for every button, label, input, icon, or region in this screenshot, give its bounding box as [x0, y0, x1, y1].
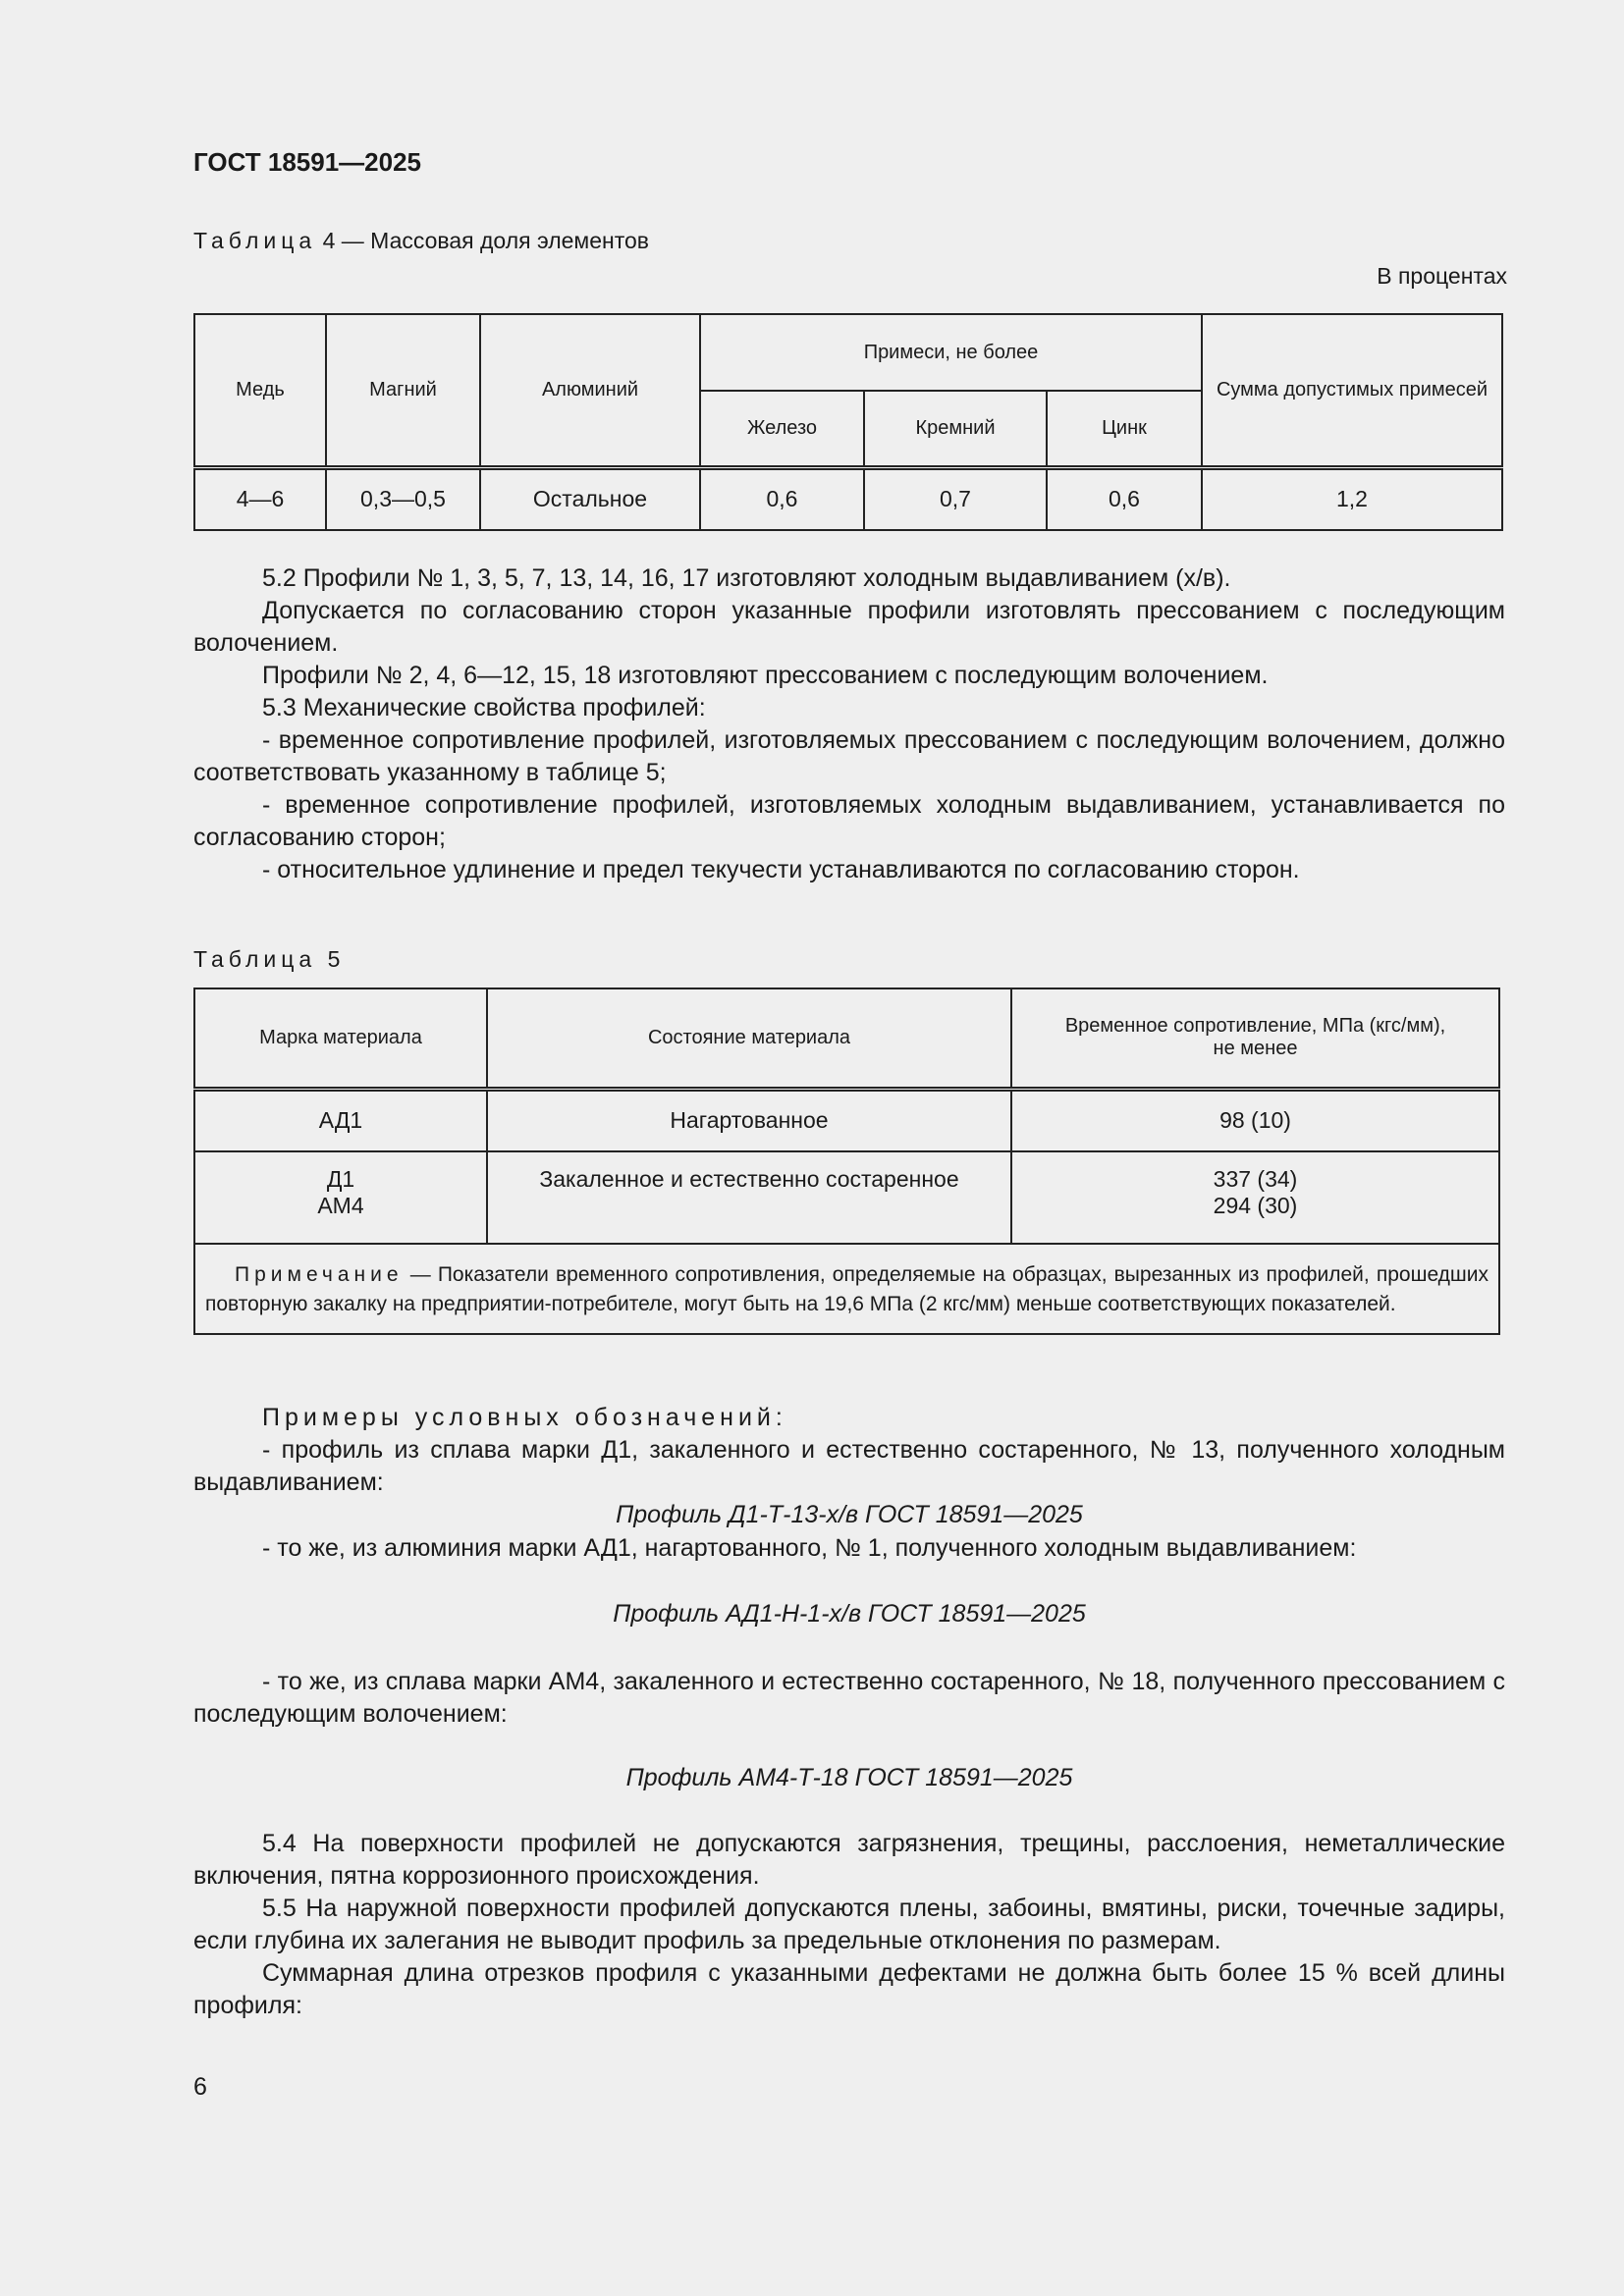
table4-cell: 0,6 [1047, 467, 1202, 530]
example-code: Профиль Д1-Т-13-х/в ГОСТ 18591—2025 [616, 1501, 1083, 1528]
table5-cell-grade: АД1 [194, 1089, 487, 1151]
example-code: Профиль АМ4-Т-18 ГОСТ 18591—2025 [625, 1764, 1073, 1791]
examples-title: Примеры условных обозначений: [262, 1404, 787, 1431]
table4-header-aluminum: Алюминий [480, 314, 700, 467]
document-header: ГОСТ 18591—2025 [193, 147, 421, 177]
table5-note [194, 1244, 1499, 1334]
example-text: - то же, из алюминия марки АД1, нагартованного, № 1, полученного холодным выдавливанием: [262, 1534, 1357, 1562]
paragraph: 5.4 На поверхности профилей не допускаются загрязнения, трещины, расслоения, неметаллические включения, пятна коррозионного происхождения. [193, 1830, 1505, 1890]
table4-cell: 0,7 [864, 467, 1047, 530]
table5-note-text: — Показатели временного сопротивления, определяемые на образцах, вырезанных из профилей, прошедших повторную закалку на предприятии-потребителе, могут быть на 19,6 МПа (2 кгс/мм) меньше соответствующих показателей. [205, 1263, 1489, 1315]
table5-header-strength [1011, 988, 1499, 1089]
paragraph: Суммарная длина отрезков профиля с указанными дефектами не должна быть более 15 % всей длины профиля: [193, 1959, 1505, 2019]
example-block [193, 1666, 1505, 1731]
table4-cell: 0,3—0,5 [326, 467, 480, 530]
table4-caption-rest: 4 — Массовая доля элементов [322, 228, 650, 253]
table4-header-silicon: Кремний [864, 391, 1047, 467]
paragraph: - относительное удлинение и предел текучести устанавливаются по согласованию сторон. [262, 856, 1300, 883]
table5-strength-line: 294 (30) [1213, 1193, 1298, 1218]
table4-header-copper: Медь [194, 314, 326, 467]
table5-note-row [194, 1244, 1499, 1334]
table4 [193, 313, 1503, 531]
example-block [193, 1532, 1505, 1565]
page-number: 6 [193, 2073, 207, 2101]
table4-caption [193, 228, 649, 254]
table5-cell-strength: 98 (10) [1011, 1089, 1499, 1151]
table5-cell-state: Закаленное и естественно состаренное [487, 1151, 1011, 1244]
table5-header-grade: Марка материала [194, 988, 487, 1089]
table4-header-sum: Сумма допустимых примесей [1202, 314, 1502, 467]
section-5-2-5-3 [193, 562, 1505, 886]
table5-cell-strength [1011, 1151, 1499, 1244]
examples-block [193, 1402, 1505, 1499]
table4-header-impurities: Примеси, не более [700, 314, 1202, 391]
table5-cell-grade [194, 1151, 487, 1244]
table4-header-iron: Железо [700, 391, 864, 467]
example-text: - профиль из сплава марки Д1, закаленного и естественно состаренного, № 13, полученного холодным выдавливанием: [193, 1436, 1505, 1496]
table4-units: В процентах [1377, 263, 1507, 289]
paragraph: 5.3 Механические свойства профилей: [262, 694, 706, 721]
table4-cell: 4—6 [194, 467, 326, 530]
table4-cell: 1,2 [1202, 467, 1502, 530]
paragraph: 5.2 Профили № 1, 3, 5, 7, 13, 14, 16, 17 изготовляют холодным выдавливанием (х/в). [262, 564, 1231, 592]
table5-header-strength-line2: не менее [1213, 1038, 1298, 1060]
example-text: - то же, из сплава марки АМ4, закаленного и естественно состаренного, № 18, полученного прессованием с последующим волочением: [193, 1668, 1505, 1728]
table4-row [194, 467, 1502, 530]
table5-caption: Таблица 5 [193, 946, 346, 972]
table5-header-strength-line1: Временное сопротивление, МПа (кгс/мм), [1064, 1015, 1446, 1038]
paragraph: - временное сопротивление профилей, изготовляемых холодным выдавливанием, устанавливается по согласованию сторон; [193, 791, 1505, 851]
paragraph: 5.5 На наружной поверхности профилей допускаются плены, забоины, вмятины, риски, точечные задиры, если глубина их залегания не выводит профиль за предельные отклонения по размерам. [193, 1895, 1505, 1954]
table4-cell: 0,6 [700, 467, 864, 530]
table5-strength-line: 337 (34) [1213, 1166, 1298, 1192]
table4-header-zinc: Цинк [1047, 391, 1202, 467]
table5 [193, 988, 1500, 1335]
paragraph: - временное сопротивление профилей, изготовляемых прессованием с последующим волочением, должно соответствовать указанному в таблице 5; [193, 726, 1505, 786]
table4-caption-label: Таблица [193, 228, 317, 253]
table5-row [194, 1151, 1499, 1244]
example-code: Профиль АД1-Н-1-х/в ГОСТ 18591—2025 [613, 1600, 1086, 1628]
table4-cell: Остальное [480, 467, 700, 530]
table5-note-label: Примечание [235, 1263, 404, 1286]
paragraph: Профили № 2, 4, 6—12, 15, 18 изготовляют прессованием с последующим волочением. [262, 662, 1269, 689]
table4-header-magnesium: Магний [326, 314, 480, 467]
paragraph: Допускается по согласованию сторон указанные профили изготовлять прессованием с последующим волочением. [193, 597, 1505, 657]
table5-header-state: Состояние материала [487, 988, 1011, 1089]
section-5-4-5-5 [193, 1828, 1505, 2022]
table5-grade-line: Д1 [326, 1166, 355, 1192]
table5-grade-line: АМ4 [317, 1193, 364, 1218]
table5-row [194, 1089, 1499, 1151]
table5-cell-state: Нагартованное [487, 1089, 1011, 1151]
